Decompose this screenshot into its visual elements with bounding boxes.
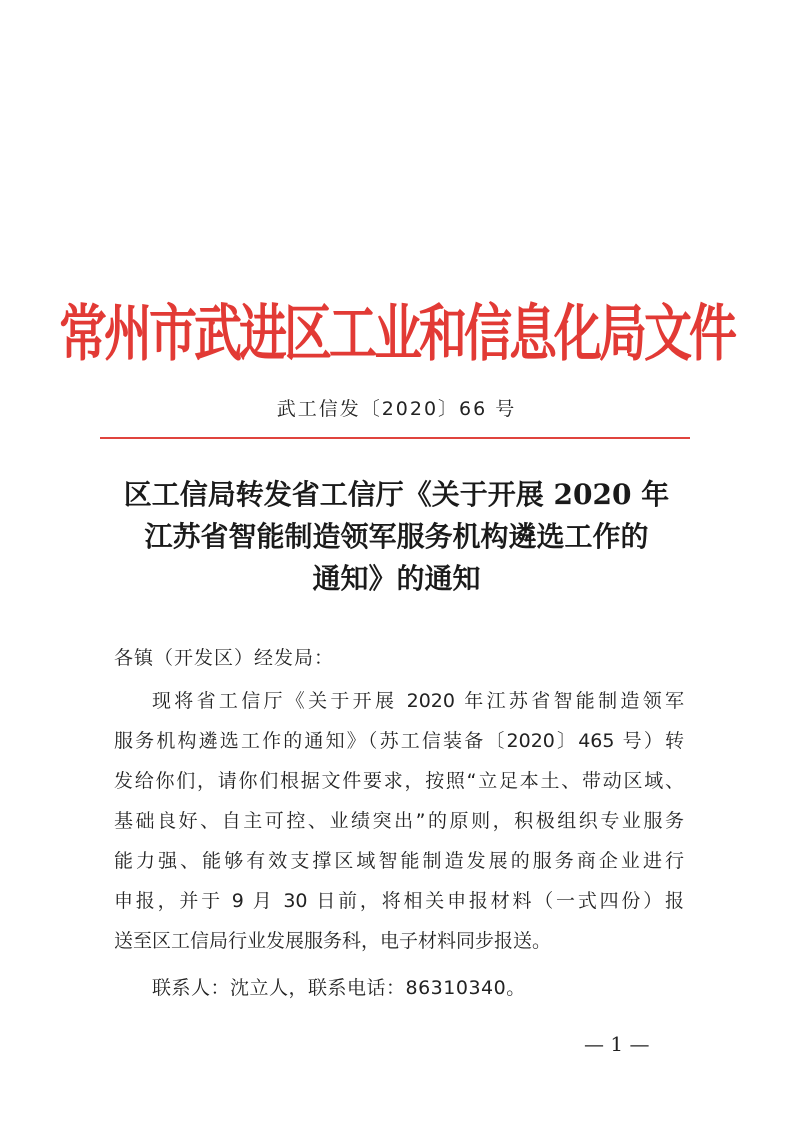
title-line-1: 区工信局转发省工信厅《关于开展 2020 年	[123, 478, 670, 511]
page-number: — 1 —	[584, 1032, 650, 1056]
body-line-1: 现将省工信厅《关于开展 2020 年江苏省智能制造领军	[152, 690, 684, 712]
body-line-7: 送至区工信局行业发展服务科，电子材料同步报送。	[114, 930, 552, 952]
org-header-title: 常州市武进区工业和信息化局文件	[58, 298, 734, 370]
body-line-3: 发给你们，请你们根据文件要求，按照“立足本土、带动区域、	[114, 770, 684, 792]
contact-info: 联系人：沈立人，联系电话：86310340。	[152, 977, 526, 999]
body-line-5: 能力强、能够有效支撑区域智能制造发展的服务商企业进行	[114, 850, 684, 872]
body-paragraph	[114, 681, 684, 961]
body-line-4: 基础良好、自主可控、业绩突出”的原则，积极组织专业服务	[114, 810, 684, 832]
document-number: 武工信发〔2020〕66 号	[276, 398, 517, 420]
document-title	[100, 474, 693, 600]
salutation: 各镇（开发区）经发局：	[114, 647, 335, 669]
body-line-2: 服务机构遴选工作的通知》（苏工信装备〔2020〕465 号）转	[114, 730, 684, 752]
body-line-6: 申报，并于 9 月 30 日前，将相关申报材料（一式四份）报	[114, 890, 684, 912]
title-line-3: 通知》的通知	[312, 562, 481, 595]
red-separator-line	[100, 437, 690, 439]
title-line-2: 江苏省智能制造领军服务机构遴选工作的	[144, 520, 649, 553]
